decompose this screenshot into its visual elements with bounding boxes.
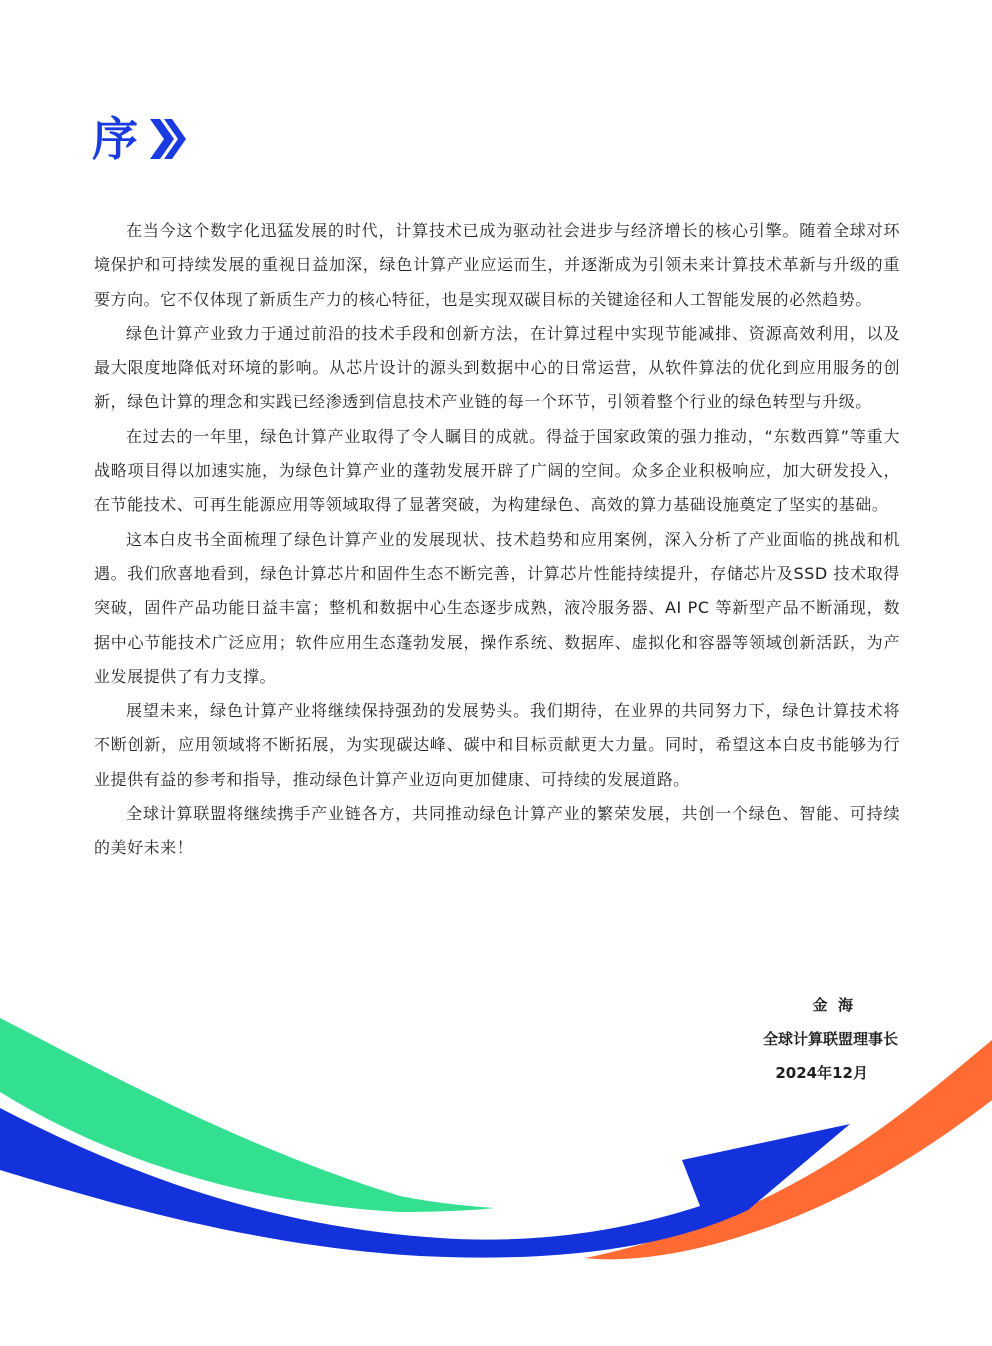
paragraph-6: 全球计算联盟将继续携手产业链各方，共同推动绿色计算产业的繁荣发展，共创一个绿色、智能、可持续的美好未来！ <box>94 804 900 858</box>
preface-body <box>94 214 900 866</box>
paragraph-5: 展望未来，绿色计算产业将继续保持强劲的发展势头。我们期待，在业界的共同努力下，绿色计算技术将不断创新，应用领域将不断拓展，为实现碳达峰、碳中和目标贡献更大力量。同时，希望这本白皮书能够为行业提供有益的参考和指导，推动绿色计算产业迈向更加健康、可持续的发展道路。 <box>94 701 900 789</box>
signature-name: 金 海 <box>812 996 853 1014</box>
paragraph-4: 这本白皮书全面梳理了绿色计算产业的发展现状、技术趋势和应用案例，深入分析了产业面临的挑战和机遇。我们欣喜地看到，绿色计算芯片和固件生态不断完善，计算芯片性能持续提升，存储芯片及SSD 技术取得突破，固件产品功能日益丰富；整机和数据中心生态逐步成熟，液冷服务器、AI PC 等新型产品不断涌现，数据中心节能技术广泛应用；软件应用生态蓬勃发展，操作系统、数据库、虚拟化和容器等领域创新活跃，为产业发展提供了有力支撑。 <box>94 529 900 686</box>
paragraph-1: 在当今这个数字化迅猛发展的时代，计算技术已成为驱动社会进步与经济增长的核心引擎。随着全球对环境保护和可持续发展的重视日益加深，绿色计算产业应运而生，并逐渐成为引领未来计算技术革新与升级的重要方向。它不仅体现了新质生产力的核心特征，也是实现双碳目标的关键途径和人工智能发展的必然趋势。 <box>94 221 900 309</box>
decorative-swooshes <box>0 1000 992 1280</box>
paragraph-3: 在过去的一年里，绿色计算产业取得了令人瞩目的成就。得益于国家政策的强力推动，“东数西算”等重大战略项目得以加速实施，为绿色计算产业的蓬勃发展开辟了广阔的空间。众多企业积极响应，加大研发投入，在节能技术、可再生能源应用等领域取得了显著突破，为构建绿色、高效的算力基础设施奠定了坚实的基础。 <box>94 426 900 515</box>
signature-title: 全球计算联盟理事长 <box>762 1030 898 1048</box>
signature-date: 2024年12月 <box>775 1064 868 1082</box>
heading <box>92 104 188 174</box>
double-chevron-right-icon <box>148 117 188 161</box>
page-title: 序 <box>92 112 138 166</box>
paragraph-2: 绿色计算产业致力于通过前沿的技术手段和创新方法，在计算过程中实现节能减排、资源高效利用，以及最大限度地降低对环境的影响。从芯片设计的源头到数据中心的日常运营，从软件算法的优化到应用服务的创新，绿色计算的理念和实践已经渗透到信息技术产业链的每一个环节，引领着整个行业的绿色转型与升级。 <box>94 323 900 412</box>
